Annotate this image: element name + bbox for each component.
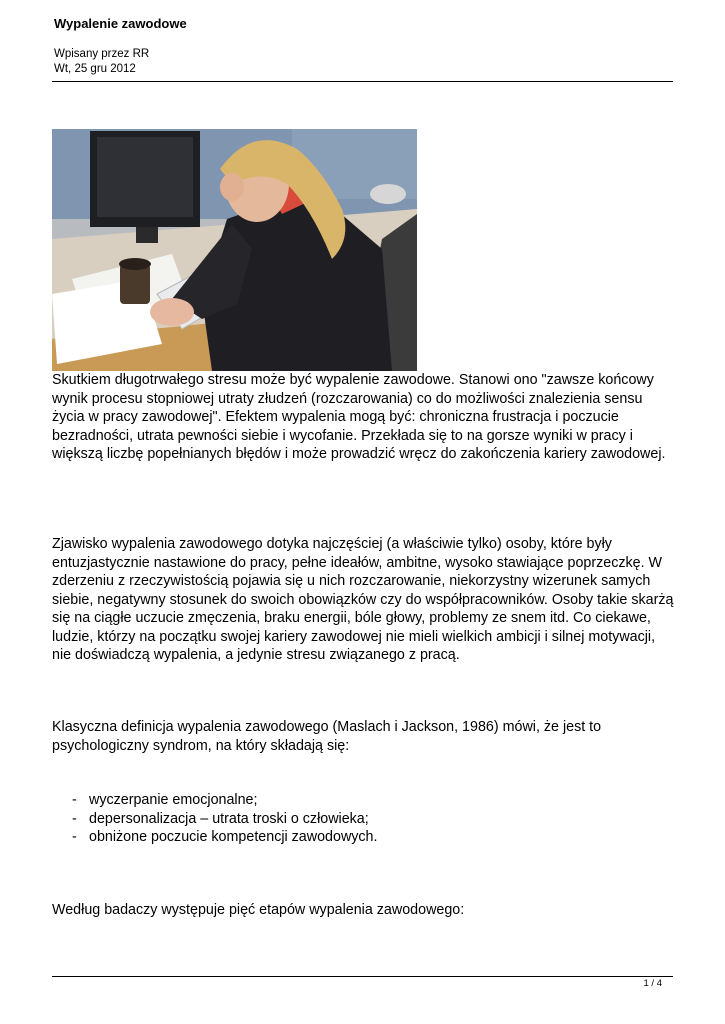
list-item-text: obniżone poczucie kompetencji zawodowych. <box>89 829 378 845</box>
list-item-text: wyczerpanie emocjonalne; <box>89 792 258 808</box>
symptom-list <box>72 791 378 847</box>
date-line: Wt, 25 gru 2012 <box>54 63 136 75</box>
paragraph-definition: Klasyczna definicja wypalenia zawodowego (Maslach i Jackson, 1986) mówi, że jest to psychologiczny syndrom, na który składają się: <box>52 719 602 754</box>
paragraph-stages: Według badaczy występuje pięć etapów wypalenia zawodowego: <box>52 902 465 918</box>
article-photo <box>52 129 417 371</box>
paragraph-intro: Skutkiem długotrwałego stresu może być wypalenie zawodowe. Stanowi ono "zawsze końcowy wynik procesu stopniowej utraty złudzeń (rozczarowania) co do możliwości znalezienia sensu życia w pracy zawodowej". Efektem wypalenia mogą być: chroniczna frustracja i poczucie bezradności, utrata pewności siebie i wycofanie. Przekłada się to na gorsze wyniki w pracy i większą liczbę popełnianych błędów i może prowadzić wręcz do zakończenia kariery zawodowej. <box>52 372 666 462</box>
list-marker: - <box>72 810 77 827</box>
list-item <box>72 791 378 810</box>
list-marker: - <box>72 829 77 845</box>
paragraph-phenomenon: Zjawisko wypalenia zawodowego dotyka najczęściej (a właściwie tylko) osoby, które były entuzjastycznie nastawione do pracy, pełne ideałów, ambitne, wysoko stawiające poprzeczkę. W zderzeniu z rzeczywistością pojawia się u nich rozczarowanie, niekorzystny wizerunek samych siebie, negatywny stosunek do swoich obowiązków czy do współpracowników. Osoby takie skarżą się na ciągłe uczucie zmęczenia, braku energii, bóle głowy, problemy ze snem itd. Co ciekawe, ludzie, którzy na początku swojej kariery zawodowej nie mieli wielkich ambicji i silnej motywacji, nie doświadczą wypalenia, a jedynie stresu związanego z pracą. <box>52 536 674 663</box>
list-item <box>72 828 378 847</box>
list-item <box>72 810 378 829</box>
author-line: Wpisany przez RR <box>54 48 150 60</box>
list-marker: - <box>72 792 77 808</box>
page-number: 1 / 4 <box>643 978 662 989</box>
list-item-text: depersonalizacja – utrata troski o człowieka; <box>89 810 369 827</box>
document-meta <box>54 47 149 77</box>
header-divider <box>52 81 673 82</box>
document-title: Wypalenie zawodowe <box>54 16 187 31</box>
footer-divider <box>52 976 673 977</box>
